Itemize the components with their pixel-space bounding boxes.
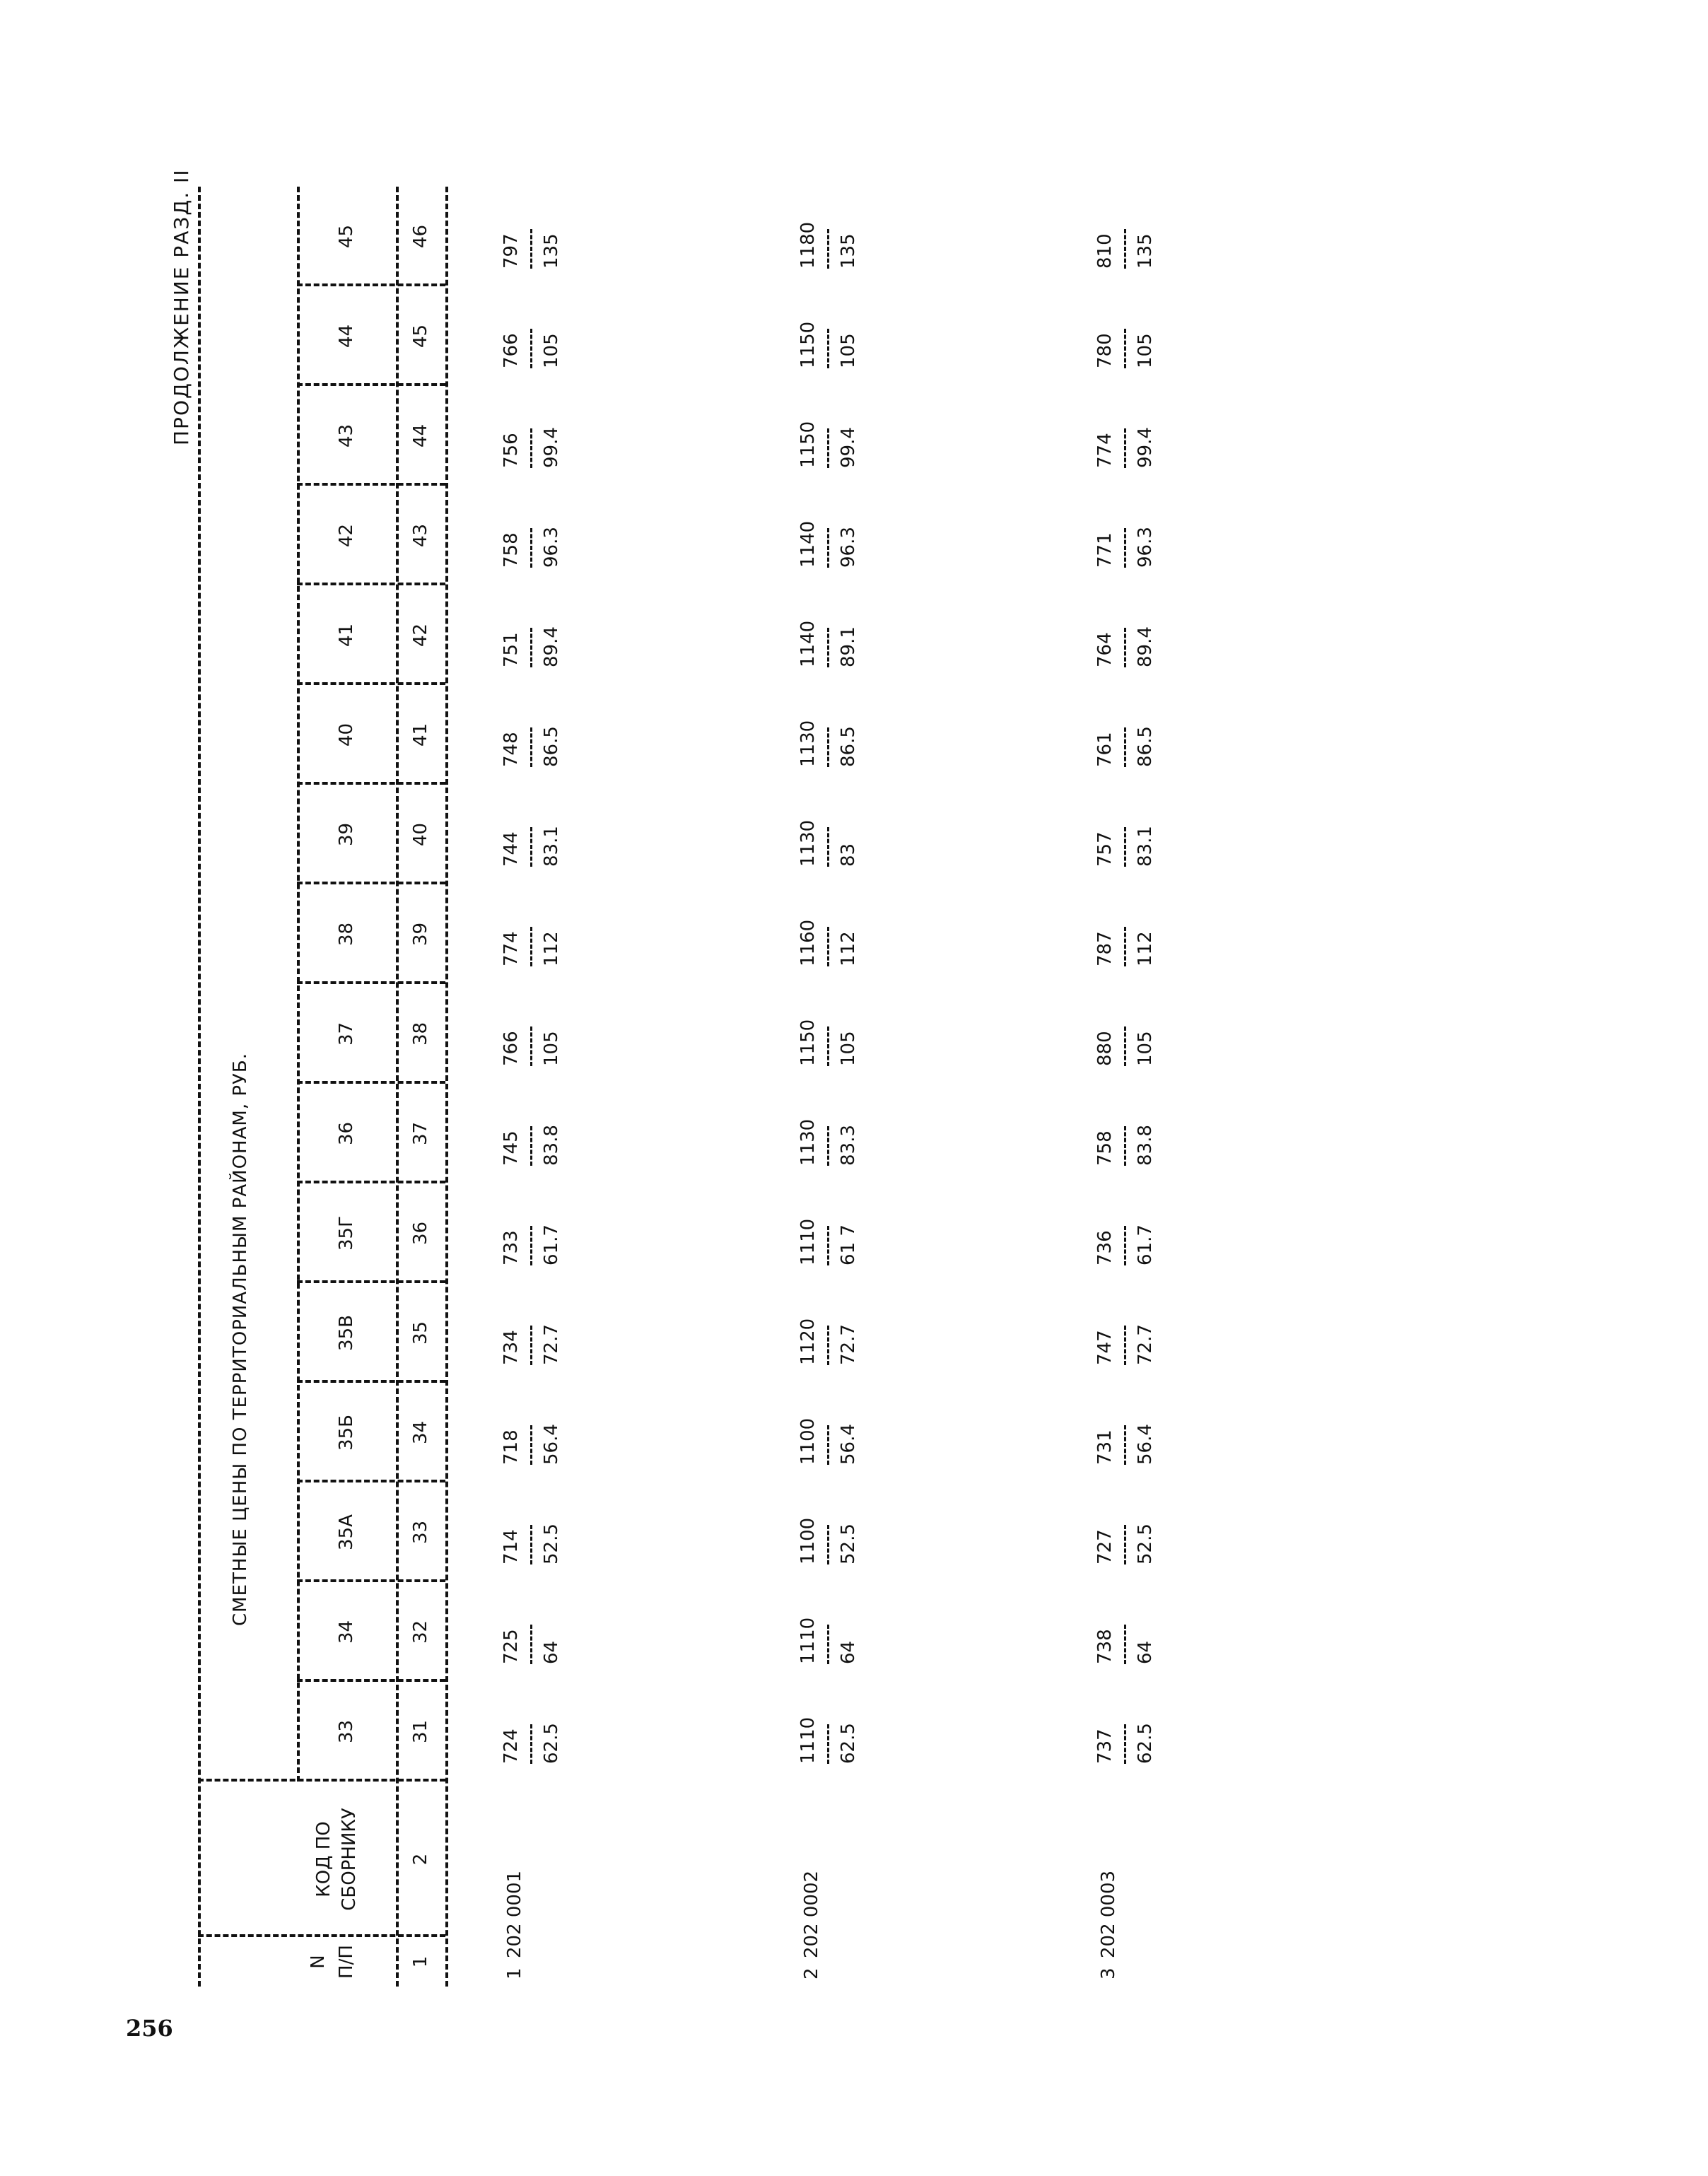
price-cell <box>502 1081 561 1166</box>
price-total: 758 <box>501 532 522 568</box>
price-wage: 56.4 <box>1135 1424 1156 1465</box>
price-cell <box>1096 483 1154 568</box>
price-wage: 105 <box>541 333 562 368</box>
fraction-rule <box>827 528 829 568</box>
price-cell <box>1096 1480 1154 1564</box>
price-total: 744 <box>501 831 522 867</box>
price-total: 727 <box>1094 1529 1116 1564</box>
fraction-rule <box>1124 329 1126 368</box>
price-total: 758 <box>1094 1130 1116 1166</box>
fraction-rule <box>1124 628 1126 667</box>
price-wage: 135 <box>541 233 562 269</box>
price-total: 748 <box>501 732 522 767</box>
price-total: 766 <box>501 1031 522 1066</box>
column-number: 2 <box>410 1853 431 1866</box>
price-total: 810 <box>1094 233 1116 269</box>
price-cell <box>1096 1679 1154 1764</box>
column-number: 1 <box>410 1955 431 1968</box>
fraction-rule <box>827 1026 829 1066</box>
price-wage: 56.4 <box>541 1424 562 1465</box>
fraction-rule <box>827 428 829 468</box>
price-total: 718 <box>501 1429 522 1465</box>
page-number: 256 <box>126 2015 173 2042</box>
price-total: 797 <box>501 233 522 269</box>
row-number: 2 <box>801 1967 822 1979</box>
price-cell <box>502 1579 561 1664</box>
price-cell <box>799 981 858 1066</box>
price-cell <box>1096 882 1154 966</box>
price-cell <box>799 1679 858 1764</box>
fraction-rule <box>1124 1625 1126 1664</box>
fraction-rule <box>530 827 532 867</box>
fraction-rule <box>530 1126 532 1166</box>
price-cell <box>1096 383 1154 468</box>
price-cell <box>502 483 561 568</box>
column-number: 42 <box>410 623 431 648</box>
price-cell <box>1096 981 1154 1066</box>
fraction-rule <box>1124 1724 1126 1764</box>
fraction-rule <box>1124 1525 1126 1564</box>
price-total: 747 <box>1094 1330 1116 1365</box>
row-code: 202 0003 <box>1098 1870 1119 1958</box>
column-number: 32 <box>410 1620 431 1644</box>
fraction-rule <box>827 827 829 867</box>
price-wage: 52.5 <box>1135 1523 1156 1564</box>
price-total: 880 <box>1094 1031 1116 1066</box>
price-cell <box>502 383 561 468</box>
price-wage: 83.1 <box>541 826 562 867</box>
price-wage: 112 <box>541 931 562 966</box>
fraction-rule <box>1124 1425 1126 1465</box>
price-cell <box>502 1480 561 1564</box>
price-total: 733 <box>501 1230 522 1265</box>
fraction-rule <box>827 1326 829 1365</box>
fraction-rule <box>530 1525 532 1564</box>
district-header: 39 <box>336 822 357 847</box>
district-header: 45 <box>336 224 357 249</box>
header-code-label-2: СБОРНИКУ <box>339 1808 360 1911</box>
price-total: 731 <box>1094 1429 1116 1465</box>
price-cell <box>1096 184 1154 269</box>
price-cell <box>799 782 858 867</box>
price-total: 1100 <box>797 1517 819 1564</box>
price-cell <box>502 782 561 867</box>
fraction-rule <box>530 428 532 468</box>
column-number: 34 <box>410 1420 431 1445</box>
fraction-rule <box>530 927 532 966</box>
price-cell <box>502 1679 561 1764</box>
price-total: 1140 <box>797 520 819 568</box>
price-cell <box>1096 782 1154 867</box>
price-wage: 135 <box>1135 233 1156 269</box>
fraction-rule <box>1124 827 1126 867</box>
price-cell <box>799 483 858 568</box>
row-number: 3 <box>1098 1967 1119 1979</box>
price-total: 757 <box>1094 831 1116 867</box>
price-cell <box>799 1280 858 1365</box>
price-total: 734 <box>501 1330 522 1365</box>
district-header: 36 <box>336 1121 357 1146</box>
price-wage: 64 <box>1135 1640 1156 1664</box>
price-cell <box>799 1081 858 1166</box>
district-header: 40 <box>336 723 357 747</box>
header-n-label-2: П/П <box>336 1945 357 1979</box>
price-total: 724 <box>501 1728 522 1764</box>
price-wage: 96.3 <box>1135 527 1156 568</box>
price-wage: 112 <box>838 931 859 966</box>
price-cell <box>1096 583 1154 667</box>
fraction-rule <box>530 727 532 767</box>
price-cell <box>502 283 561 368</box>
price-wage: 89.4 <box>1135 626 1156 667</box>
fraction-rule <box>827 1226 829 1265</box>
fraction-rule <box>1124 1326 1126 1365</box>
price-cell <box>1096 1280 1154 1365</box>
price-wage: 61.7 <box>541 1224 562 1265</box>
fraction-rule <box>1124 927 1126 966</box>
fraction-rule <box>530 1326 532 1365</box>
price-cell <box>502 1280 561 1365</box>
price-total: 1140 <box>797 620 819 667</box>
price-cell <box>799 283 858 368</box>
price-total: 736 <box>1094 1230 1116 1265</box>
district-header: 35В <box>336 1315 357 1351</box>
district-header: 35Г <box>336 1216 357 1251</box>
row-number: 1 <box>504 1967 525 1979</box>
price-wage: 112 <box>1135 931 1156 966</box>
price-wage: 83.8 <box>541 1125 562 1166</box>
price-wage: 105 <box>541 1031 562 1066</box>
column-number: 41 <box>410 723 431 747</box>
fraction-rule <box>1124 1226 1126 1265</box>
fraction-rule <box>530 628 532 667</box>
price-wage: 61 7 <box>838 1224 859 1265</box>
price-wage: 99.4 <box>541 427 562 468</box>
fraction-rule <box>827 1724 829 1764</box>
column-number: 33 <box>410 1520 431 1545</box>
price-total: 1130 <box>797 720 819 767</box>
column-number: 35 <box>410 1321 431 1345</box>
price-wage: 52.5 <box>541 1523 562 1564</box>
column-number: 46 <box>410 224 431 249</box>
price-wage: 72.7 <box>1135 1324 1156 1365</box>
price-wage: 96.3 <box>541 527 562 568</box>
fraction-rule <box>530 1724 532 1764</box>
fraction-rule <box>1124 229 1126 269</box>
colnum-bottom-rule <box>445 187 448 1987</box>
price-table-sheet <box>170 35 1428 1987</box>
fraction-rule <box>827 229 829 269</box>
district-header: 38 <box>336 922 357 947</box>
fraction-rule <box>1124 528 1126 568</box>
header-group-title: СМЕТНЫЕ ЦЕНЫ ПО ТЕРРИТОРИАЛЬНЫМ РАЙОНАМ, РУБ. <box>230 1053 251 1626</box>
price-total: 725 <box>501 1629 522 1664</box>
table-top-rule <box>198 187 201 1987</box>
row-code: 202 0001 <box>504 1870 525 1958</box>
fraction-rule <box>530 1425 532 1465</box>
price-cell <box>502 981 561 1066</box>
price-wage: 52.5 <box>838 1523 859 1564</box>
price-wage: 105 <box>1135 1031 1156 1066</box>
price-wage: 61.7 <box>1135 1224 1156 1265</box>
price-wage: 86.5 <box>541 726 562 767</box>
price-total: 1150 <box>797 421 819 468</box>
price-cell <box>799 682 858 767</box>
price-cell <box>502 682 561 767</box>
price-cell <box>799 1181 858 1265</box>
column-number: 31 <box>410 1719 431 1744</box>
fraction-rule <box>827 927 829 966</box>
district-header: 37 <box>336 1022 357 1046</box>
column-number: 36 <box>410 1221 431 1246</box>
price-wage: 99.4 <box>838 427 859 468</box>
price-wage: 62.5 <box>541 1723 562 1764</box>
header-n-label: N <box>308 1955 329 1969</box>
price-wage: 72.7 <box>541 1324 562 1365</box>
price-wage: 105 <box>838 1031 859 1066</box>
price-cell <box>799 1380 858 1465</box>
header-code-label: КОД ПО <box>313 1821 334 1897</box>
price-total: 774 <box>501 931 522 966</box>
district-header: 34 <box>336 1620 357 1644</box>
price-wage: 56.4 <box>838 1424 859 1465</box>
fraction-rule <box>827 1625 829 1664</box>
price-total: 751 <box>501 632 522 667</box>
price-total: 1110 <box>797 1218 819 1265</box>
price-wage: 105 <box>838 333 859 368</box>
price-wage: 135 <box>838 233 859 269</box>
price-cell <box>799 184 858 269</box>
column-number: 43 <box>410 523 431 548</box>
price-wage: 83.1 <box>1135 826 1156 867</box>
price-wage: 83.3 <box>838 1125 859 1166</box>
column-number: 38 <box>410 1022 431 1046</box>
price-wage: 86.5 <box>838 726 859 767</box>
price-total: 1110 <box>797 1716 819 1764</box>
price-total: 780 <box>1094 333 1116 368</box>
price-total: 1180 <box>797 221 819 269</box>
district-header: 33 <box>336 1719 357 1744</box>
price-cell <box>799 383 858 468</box>
price-total: 1100 <box>797 1417 819 1465</box>
price-cell <box>502 882 561 966</box>
column-number: 45 <box>410 324 431 349</box>
price-cell <box>799 583 858 667</box>
price-cell <box>1096 1081 1154 1166</box>
column-number: 37 <box>410 1121 431 1146</box>
district-header: 35А <box>336 1514 357 1550</box>
price-cell <box>1096 682 1154 767</box>
fraction-rule <box>1124 727 1126 767</box>
fraction-rule <box>1124 1126 1126 1166</box>
price-wage: 62.5 <box>1135 1723 1156 1764</box>
price-total: 756 <box>501 433 522 468</box>
fraction-rule <box>530 528 532 568</box>
price-wage: 83 <box>838 843 859 867</box>
price-total: 1130 <box>797 819 819 867</box>
price-cell <box>799 882 858 966</box>
fraction-rule <box>827 1425 829 1465</box>
price-total: 1130 <box>797 1118 819 1166</box>
fraction-rule <box>827 628 829 667</box>
fraction-rule <box>827 1126 829 1166</box>
price-wage: 72.7 <box>838 1324 859 1365</box>
district-header: 41 <box>336 623 357 648</box>
fraction-rule <box>530 1625 532 1664</box>
district-header: 42 <box>336 523 357 548</box>
fraction-rule <box>827 727 829 767</box>
price-total: 714 <box>501 1529 522 1564</box>
price-total: 787 <box>1094 931 1116 966</box>
price-cell <box>799 1480 858 1564</box>
price-total: 1150 <box>797 1019 819 1066</box>
price-cell <box>502 583 561 667</box>
price-total: 738 <box>1094 1629 1116 1664</box>
fraction-rule <box>530 1026 532 1066</box>
price-cell <box>502 1181 561 1265</box>
column-number: 39 <box>410 922 431 947</box>
price-cell <box>799 1579 858 1664</box>
fraction-rule <box>530 1226 532 1265</box>
price-total: 737 <box>1094 1728 1116 1764</box>
price-wage: 64 <box>541 1640 562 1664</box>
price-total: 1150 <box>797 321 819 368</box>
price-cell <box>502 184 561 269</box>
price-wage: 105 <box>1135 333 1156 368</box>
district-header: 43 <box>336 423 357 448</box>
price-wage: 96.3 <box>838 527 859 568</box>
price-wage: 86.5 <box>1135 726 1156 767</box>
section-title: ПРОДОЛЖЕНИЕ РАЗД. II <box>170 168 193 445</box>
fraction-rule <box>530 229 532 269</box>
fraction-rule <box>827 1525 829 1564</box>
price-total: 764 <box>1094 632 1116 667</box>
price-wage: 89.1 <box>838 626 859 667</box>
fraction-rule <box>827 329 829 368</box>
price-cell <box>1096 283 1154 368</box>
price-total: 771 <box>1094 532 1116 568</box>
price-cell <box>1096 1579 1154 1664</box>
fraction-rule <box>1124 1026 1126 1066</box>
price-total: 1120 <box>797 1318 819 1365</box>
price-wage: 62.5 <box>838 1723 859 1764</box>
price-total: 774 <box>1094 433 1116 468</box>
price-total: 1160 <box>797 919 819 966</box>
price-total: 1110 <box>797 1617 819 1664</box>
price-cell <box>1096 1380 1154 1465</box>
price-cell <box>502 1380 561 1465</box>
district-header: 35Б <box>336 1415 357 1451</box>
column-number: 40 <box>410 822 431 847</box>
fraction-rule <box>530 329 532 368</box>
district-header: 44 <box>336 324 357 349</box>
price-wage: 89.4 <box>541 626 562 667</box>
price-wage: 99.4 <box>1135 427 1156 468</box>
price-cell <box>1096 1181 1154 1265</box>
row-code: 202 0002 <box>801 1870 822 1958</box>
price-wage: 83.8 <box>1135 1125 1156 1166</box>
fraction-rule <box>1124 428 1126 468</box>
price-total: 766 <box>501 333 522 368</box>
price-total: 761 <box>1094 732 1116 767</box>
column-number: 44 <box>410 423 431 448</box>
price-total: 745 <box>501 1130 522 1166</box>
price-wage: 64 <box>838 1640 859 1664</box>
